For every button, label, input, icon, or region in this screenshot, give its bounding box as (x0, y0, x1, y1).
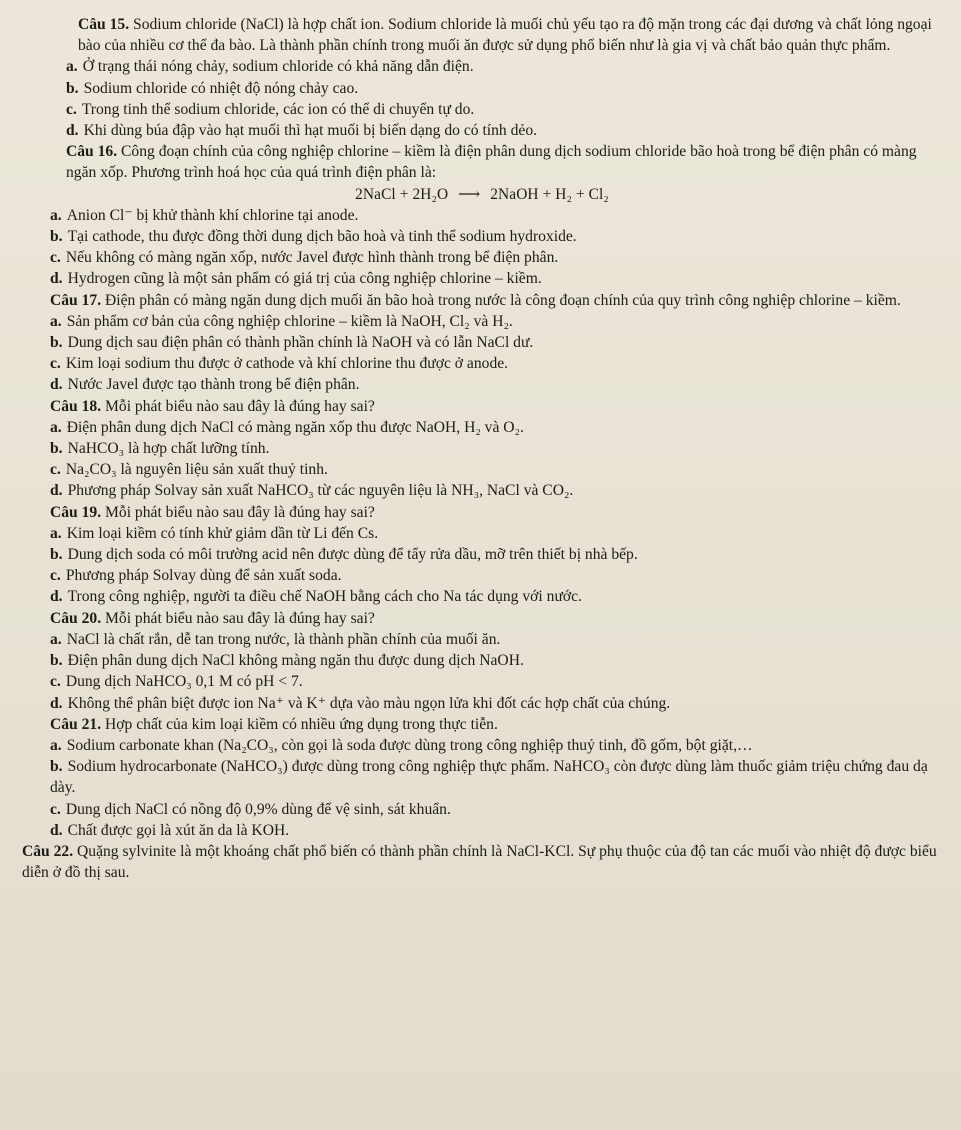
option-text: Kim loại sodium thu được ở cathode và khí chlorine thu được ở anode. (65, 355, 509, 373)
question-text: Công đoạn chính của công nghiệp chlorine – kiềm là điện phân dung dịch sodium chloride bão hoà trong bể điện phân có màng ngăn xốp. Phương trình hoá học của quá trình điện phân là: (66, 143, 917, 182)
option-text: Sodium hydrocarbonate (NaHCO₃) được dùng trong công nghiệp thực phẩm. NaHCO₃ còn được dùng làm thuốc giảm triệu chứng đau dạ dày. (50, 758, 928, 797)
option-b (22, 650, 942, 671)
question-18 (22, 396, 942, 502)
option-label: a. (50, 630, 62, 648)
option-text: Chất được gọi là xút ăn da là KOH. (67, 821, 290, 839)
option-a (22, 417, 942, 438)
option-b (22, 226, 942, 247)
question-16 (22, 141, 942, 289)
option-a (22, 56, 942, 77)
option-text: Nước Javel được tạo thành trong bể điện phân. (67, 376, 360, 394)
option-text: Dung dịch soda có môi trường acid nên được dùng để tẩy rửa dầu, mỡ trên thiết bị nhà bếp. (67, 546, 638, 564)
option-c (22, 353, 942, 374)
option-text: Điện phân dung dịch NaCl không màng ngăn thu được dung dịch NaOH. (67, 652, 524, 670)
question-number: Câu 20. (50, 609, 102, 627)
question-number: Câu 16. (66, 143, 118, 161)
option-d (22, 120, 942, 141)
question-text: Điện phân có màng ngăn dung dịch muối ăn bão hoà trong nước là công đoạn chính của quy trình công nghiệp chlorine – kiềm. (105, 291, 901, 309)
question-number: Câu 21. (50, 715, 102, 733)
question-stem (22, 714, 942, 735)
question-stem (22, 14, 942, 56)
equation-left: 2NaCl + 2H₂O (355, 185, 449, 203)
question-number: Câu 15. (78, 16, 130, 33)
option-a (22, 629, 942, 650)
option-label: d. (50, 821, 63, 839)
option-c (22, 671, 942, 692)
option-c (22, 459, 942, 480)
option-a (22, 523, 942, 544)
question-text: Hợp chất của kim loại kiềm có nhiều ứng dụng trong thực tiễn. (105, 715, 498, 733)
option-text: Na₂CO₃ là nguyên liệu sản xuất thuỷ tinh. (65, 461, 328, 479)
option-label: c. (50, 355, 61, 373)
option-b (22, 332, 942, 353)
option-label: b. (50, 758, 63, 776)
question-stem (22, 608, 942, 629)
option-label: a. (50, 736, 62, 754)
question-text: Mỗi phát biểu nào sau đây là đúng hay sai? (105, 503, 375, 521)
reaction-arrow-icon: ⟶ (458, 185, 481, 203)
option-text: Nếu không có màng ngăn xốp, nước Javel được hình thành trong bể điện phân. (65, 249, 559, 267)
equation-right: 2NaOH + H₂ + Cl₂ (490, 185, 609, 203)
option-label: b. (50, 440, 63, 458)
question-stem (22, 141, 942, 183)
option-label: c. (50, 567, 61, 585)
option-c (22, 247, 942, 268)
option-label: b. (50, 228, 63, 246)
question-20 (22, 608, 942, 714)
option-label: a. (50, 418, 62, 436)
option-text: Điện phân dung dịch NaCl có màng ngăn xốp thu được NaOH, H₂ và O₂. (66, 418, 524, 436)
option-text: Khi dùng búa đập vào hạt muối thì hạt muối bị biến dạng do có tính dẻo. (83, 122, 538, 140)
option-text: Dung dịch sau điện phân có thành phần chính là NaOH và có lẫn NaCl dư. (67, 334, 534, 352)
question-19 (22, 502, 942, 608)
option-text: Trong tinh thể sodium chloride, các ion có thể di chuyển tự do. (81, 100, 475, 118)
question-number: Câu 19. (50, 503, 102, 521)
option-label: c. (50, 673, 61, 691)
option-a (22, 205, 942, 226)
option-text: Phương pháp Solvay dùng để sản xuất soda. (65, 567, 342, 585)
option-label: a. (50, 206, 62, 224)
option-text: Hydrogen cũng là một sản phẩm có giá trị của công nghiệp chlorine – kiềm. (67, 270, 542, 288)
question-text: Mỗi phát biểu nào sau đây là đúng hay sai? (105, 397, 375, 415)
option-text: Dung dịch NaHCO₃ 0,1 M có pH < 7. (65, 673, 303, 691)
option-text: Kim loại kiềm có tính khử giảm dần từ Li đến Cs. (66, 524, 379, 542)
option-c (22, 799, 942, 820)
question-text: Mỗi phát biểu nào sau đây là đúng hay sai? (105, 609, 375, 627)
question-stem (22, 502, 942, 523)
question-stem (22, 396, 942, 417)
option-b (22, 438, 942, 459)
option-a (22, 735, 942, 756)
option-d (22, 374, 942, 395)
option-text: Anion Cl⁻ bị khử thành khí chlorine tại anode. (66, 206, 359, 224)
question-stem (22, 841, 942, 883)
option-label: d. (50, 376, 63, 394)
option-text: Không thể phân biệt được ion Na⁺ và K⁺ dựa vào màu ngọn lửa khi đốt các hợp chất của chúng. (67, 694, 671, 712)
worksheet-content (22, 14, 942, 883)
option-d (22, 586, 942, 607)
question-text: Sodium chloride (NaCl) là hợp chất ion. Sodium chloride là muối chủ yếu tạo ra độ mặn trong các đại dương và chất lỏng ngoại bào của nhiều cơ thể đa bào. Là thành phần chính trong muối ăn được sử dụng phổ biến như là gia vị và chất bảo quản thực phẩm. (78, 16, 932, 55)
option-text: Trong công nghiệp, người ta điều chế NaOH bằng cách cho Na tác dụng với nước. (67, 588, 582, 606)
option-label: d. (50, 694, 63, 712)
option-label: c. (66, 100, 77, 118)
option-text: Dung dịch NaCl có nồng độ 0,9% dùng để vệ sinh, sát khuẩn. (65, 800, 451, 818)
question-number: Câu 17. (50, 291, 102, 309)
option-label: c. (50, 800, 61, 818)
option-label: d. (50, 588, 63, 606)
question-22 (22, 841, 942, 883)
option-label: a. (66, 58, 78, 76)
option-label: b. (50, 546, 63, 564)
chemical-equation (22, 184, 942, 205)
option-label: b. (66, 79, 79, 97)
option-text: Phương pháp Solvay sản xuất NaHCO₃ từ các nguyên liệu là NH₃, NaCl và CO₂. (67, 482, 574, 500)
option-text: Ở trạng thái nóng chảy, sodium chloride có khả năng dẫn điện. (82, 58, 474, 76)
option-label: a. (50, 524, 62, 542)
option-d (22, 480, 942, 501)
question-stem (22, 290, 942, 311)
option-d (22, 820, 942, 841)
option-label: d. (50, 270, 63, 288)
option-text: Sản phẩm cơ bản của công nghiệp chlorine – kiềm là NaOH, Cl₂ và H₂. (66, 312, 513, 330)
question-text: Quặng sylvinite là một khoáng chất phổ biến có thành phần chính là NaCl-KCl. Sự phụ thuộc của độ tan các muối vào nhiệt độ được biểu diễn ở đồ thị sau. (22, 842, 937, 882)
option-b (22, 756, 942, 798)
option-label: c. (50, 249, 61, 267)
option-a (22, 311, 942, 332)
option-text: Tại cathode, thu được đồng thời dung dịch bão hoà và tinh thể sodium hydroxide. (67, 228, 577, 246)
option-text: Sodium carbonate khan (Na₂CO₃, còn gọi là soda được dùng trong công nghiệp thuỷ tinh, đồ gốm, bột giặt,… (66, 736, 753, 754)
option-text: NaCl là chất rắn, dễ tan trong nước, là thành phần chính của muối ăn. (66, 630, 501, 648)
option-b (22, 78, 942, 99)
option-c (22, 565, 942, 586)
option-b (22, 544, 942, 565)
option-label: d. (66, 122, 79, 140)
question-number: Câu 18. (50, 397, 102, 415)
question-number: Câu 22. (22, 842, 74, 860)
option-label: c. (50, 461, 61, 479)
option-label: d. (50, 482, 63, 500)
option-text: Sodium chloride có nhiệt độ nóng chảy cao. (83, 79, 359, 97)
option-label: b. (50, 334, 63, 352)
question-15 (22, 14, 942, 141)
question-21 (22, 714, 942, 841)
option-c (22, 99, 942, 120)
option-label: b. (50, 652, 63, 670)
option-text: NaHCO₃ là hợp chất lưỡng tính. (67, 440, 270, 458)
option-d (22, 693, 942, 714)
option-label: a. (50, 312, 62, 330)
option-d (22, 268, 942, 289)
question-17 (22, 290, 942, 396)
